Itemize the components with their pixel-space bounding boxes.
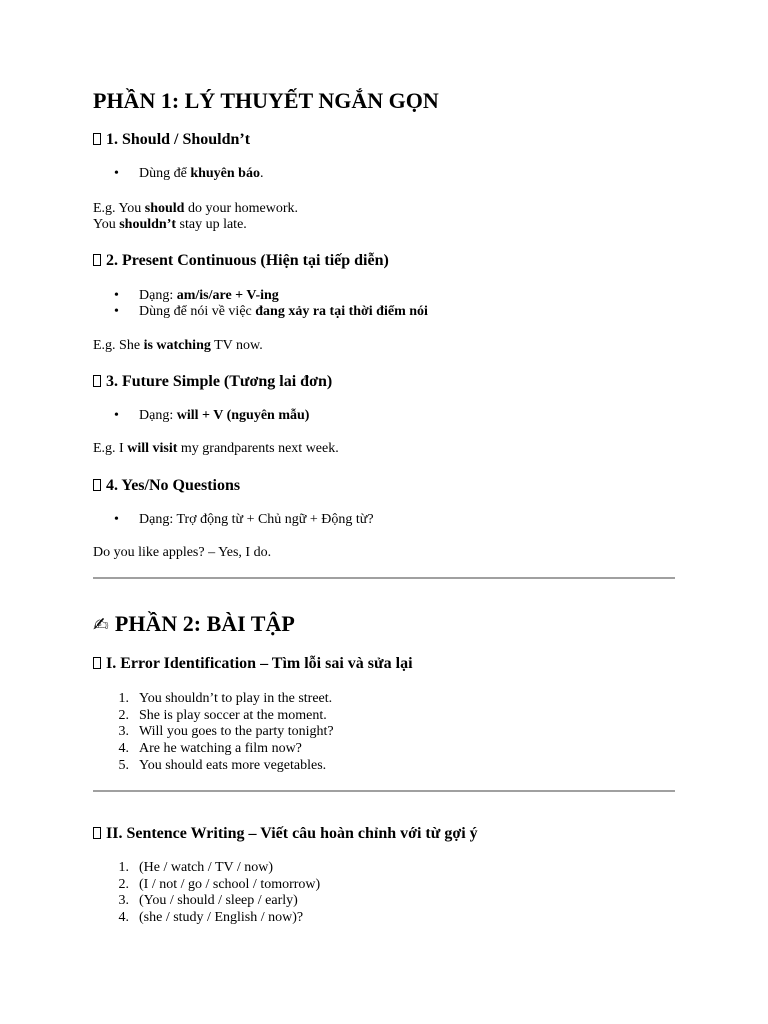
section3-example-1: E.g. I will visit my grandparents next week.: [93, 441, 339, 456]
section3-heading: 3. Future Simple (Tương lai đơn): [93, 372, 332, 392]
part2-title: ✍ PHẦN 2: BÀI TẬP: [93, 611, 295, 636]
missing-glyph-icon: [93, 479, 101, 491]
bullet-icon: •: [114, 512, 119, 527]
section2-example-1: E.g. She is watching TV now.: [93, 338, 263, 353]
missing-glyph-icon: [93, 827, 101, 839]
part1-title: PHẦN 1: LÝ THUYẾT NGẮN GỌN: [93, 88, 439, 113]
section2-heading: 2. Present Continuous (Hiện tại tiếp diễn): [93, 251, 389, 271]
exercise2-heading: II. Sentence Writing – Viết câu hoàn chỉnh với từ gợi ý: [93, 824, 478, 844]
divider-1: [93, 577, 675, 579]
section1-example-1: E.g. You should do your homework.: [93, 201, 298, 216]
exercise1-heading: I. Error Identification – Tìm lỗi sai và sửa lại: [93, 654, 413, 674]
section4-example-1: Do you like apples? – Yes, I do.: [93, 545, 272, 560]
divider-2: [93, 790, 675, 792]
section1-example-2: You shouldn’t stay up late.: [93, 217, 247, 232]
missing-glyph-icon: [93, 254, 101, 266]
bullet-icon: •: [114, 408, 119, 423]
section1-heading: 1. Should / Shouldn’t: [93, 130, 250, 150]
missing-glyph-icon: [93, 375, 101, 387]
bullet-icon: •: [114, 288, 119, 303]
bullet-icon: •: [114, 304, 119, 319]
writing-hand-icon: ✍: [93, 614, 109, 636]
section4-heading: 4. Yes/No Questions: [93, 476, 240, 496]
missing-glyph-icon: [93, 133, 101, 145]
missing-glyph-icon: [93, 657, 101, 669]
bullet-icon: •: [114, 166, 119, 181]
